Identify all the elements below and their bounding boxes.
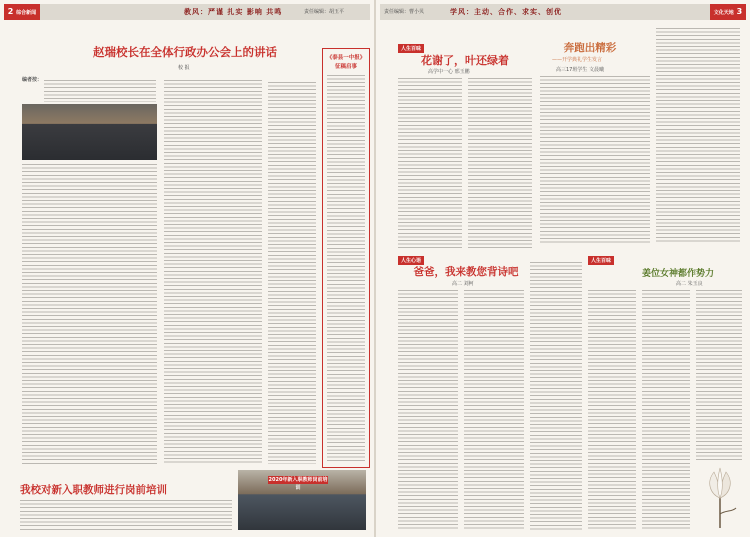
page-label: 文化天地 [713, 10, 734, 16]
article2-column-1 [540, 76, 650, 244]
article3-title: 爸爸，我来教您背诗吧 [413, 266, 519, 278]
article2-subtitle: ——开学典礼学生发言 [552, 57, 603, 63]
article3-author: 高二 刘柯 [452, 281, 474, 287]
right-newspaper-page [376, 0, 750, 537]
article4-column-1 [588, 290, 636, 530]
article4-column-2 [642, 290, 690, 530]
editor-credit: 责任编辑：曹小贝 [384, 9, 425, 15]
article1-column-1 [398, 78, 462, 250]
left-newspaper-page [0, 0, 374, 537]
article3-column-3 [530, 262, 582, 530]
second-article-text [20, 500, 232, 530]
editor-credit: 责任编辑：胡玉平 [304, 9, 345, 15]
study-motto: 学风：主动、合作、求实、创优 [450, 7, 562, 16]
sidebar-box-title: 《泰县一中报》 [326, 55, 366, 61]
page-header [4, 4, 370, 20]
page-label: 综合新闻 [16, 10, 37, 16]
teaching-motto: 教风：严谨 扎实 影响 共鸣 [184, 7, 283, 16]
page-number-badge [4, 4, 40, 20]
magnolia-flower-illustration [696, 464, 744, 530]
article1-column-2 [468, 78, 532, 250]
article4-author: 高二 朱玉良 [676, 281, 703, 287]
page-number: 2 [7, 7, 14, 16]
column-tag-life-2: 人生百味 [588, 256, 614, 265]
lead-article-column-1 [22, 164, 157, 464]
article2-author: 高三17班学生 文晨曦 [556, 67, 604, 73]
column-tag-heart: 人生心语 [398, 256, 424, 265]
article3-column-2 [464, 290, 524, 530]
editor-note-text [44, 80, 156, 102]
call-for-papers-text [327, 75, 365, 461]
meeting-photo [22, 104, 157, 160]
second-article-title: 我校对新入职教师进行岗前培训 [20, 484, 167, 496]
sidebar-box-subtitle: 征稿启事 [334, 64, 357, 70]
article4-column-3 [696, 290, 742, 460]
article1-author: 高学中一心 邢玉鹏 [428, 69, 470, 75]
page-header [380, 4, 746, 20]
call-for-papers-box [322, 48, 370, 468]
article1-title: 花谢了，叶还绿着 [421, 54, 509, 67]
lead-article-author: 校 报 [178, 65, 190, 71]
page-number: 3 [736, 7, 743, 16]
article2-column-2 [656, 28, 740, 244]
article3-column-1 [398, 290, 458, 530]
column-tag-life: 人生百味 [398, 44, 424, 53]
article2-title: 奔跑出精彩 [563, 42, 617, 54]
training-photo [238, 470, 366, 530]
lead-article-column-3 [268, 82, 316, 464]
lead-article-title: 赵瑞校长在全体行政办公会上的讲话 [93, 45, 277, 59]
page-number-badge [710, 4, 746, 20]
article4-title: 姜位女神都作势力 [641, 269, 714, 279]
training-banner: 2020年新入职教师岗前培训 [268, 477, 328, 491]
lead-article-column-2 [164, 80, 262, 464]
editor-note-label: 编者按： [22, 77, 43, 83]
